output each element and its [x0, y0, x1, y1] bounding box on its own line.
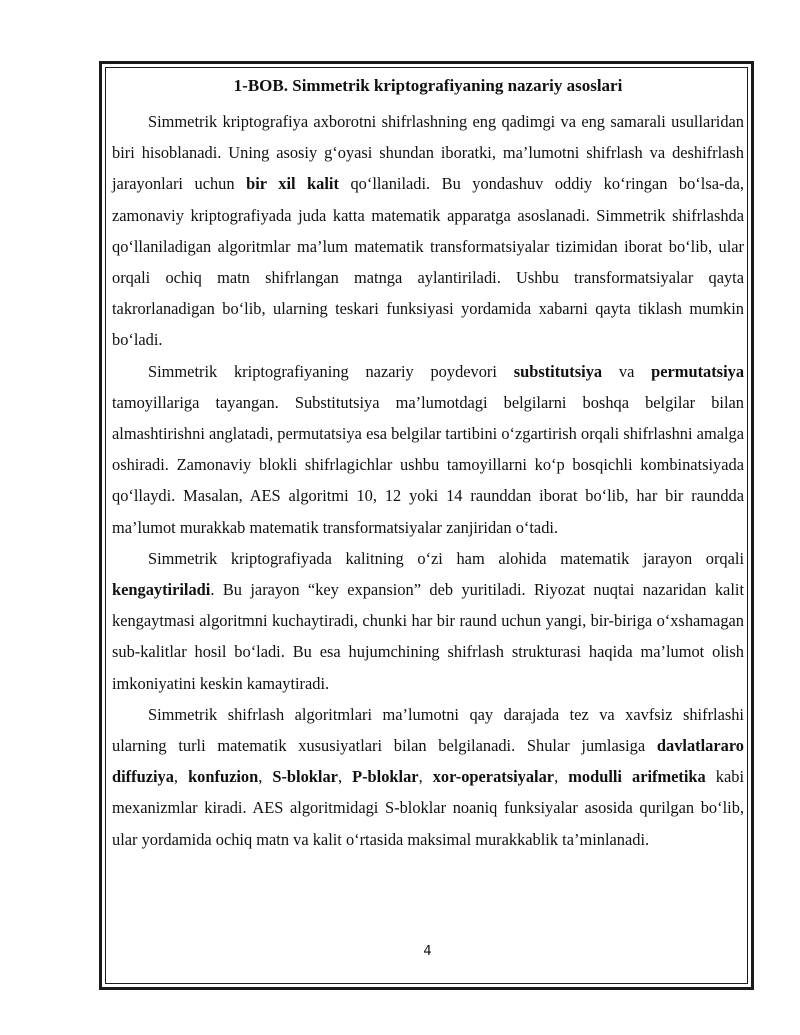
text-segment: . Bu jarayon “key expansion” deb yuritiladi. Riyozat nuqtai nazaridan kalit kengaytmasi algoritmni kuchaytiradi, chunki har bir raund uchun yangi, bir-biriga o‘xshamagan sub-kalitlar hosil bo‘ladi. Bu esa hujumchining shifrlash strukturasi haqida ma’lumot olish imkoniyatini keskin kamaytiradi.: [112, 580, 744, 693]
paragraph-1: [112, 106, 744, 356]
text-segment: kabi mexanizmlar kiradi. AES algoritmidagi S-bloklar noaniq funksiyalar asosida qurilgan bo‘lib, ular yordamida ochiq matn va kalit o‘rtasida maksimal murakkablik ta’minlanadi.: [112, 767, 745, 849]
paragraph-3: [112, 543, 744, 699]
paragraph-4: [112, 699, 744, 855]
bold-term: permutatsiya: [651, 361, 745, 381]
bold-term: substitutsiya: [513, 361, 603, 381]
bold-term: xor-operatsiyalar: [432, 767, 555, 787]
text-segment: ,: [337, 767, 353, 787]
text-segment: tamoyillariga tayangan. Substitutsiya ma’lumotdagi belgilarni boshqa belgilar bilan almashtirishni anglatadi, permutatsiya esa belgilar tartibini o‘zgartirish orqali shifrlashni amalga oshiradi. Zamonaviy blokli shifrlagichlar ushbu tamoyillarni ko‘p bosqichli kombinatsiyada qo‘llaydi. Masalan, AES algoritmi 10, 12 yoki 14 raunddan iborat bo‘lib, har bir raundda ma’lumot murakkab matematik transformatsiyalar zanjiridan o‘tadi.: [112, 392, 744, 537]
text-segment: ,: [173, 767, 189, 787]
text-segment: Simmetrik kriptografiya axborotni shifrlashning eng qadimgi va eng samarali usullaridan biri hisoblanadi. Uning asosiy g‘oyasi shundan iboratki, ma’lumotni shifrlash va deshifrlash jarayonlari uchun: [112, 112, 744, 194]
text-segment: Simmetrik kriptografiyada kalitning o‘zi ham alohida matematik jarayon orqali: [148, 548, 744, 568]
bold-term: davlatlararo diffuziya: [112, 736, 744, 787]
page-content: [112, 72, 744, 855]
bold-term: konfuzion: [188, 767, 259, 787]
page-number: 4: [423, 944, 432, 959]
paragraph-2: [112, 356, 744, 543]
text-segment: ,: [554, 767, 569, 787]
text-segment: va: [602, 361, 652, 381]
text-segment: Simmetrik shifrlash algoritmlari ma’lumotni qay darajada tez va xavfsiz shifrlashi ularning turli matematik xususiyatlari bilan belgilanadi. Shular jumlasiga: [112, 704, 744, 756]
text-segment: ,: [258, 767, 273, 787]
bold-term: bir xil kalit: [246, 174, 339, 194]
text-segment: ,: [418, 767, 433, 787]
bold-term: modulli arifmetika: [568, 767, 706, 787]
bold-term: kengaytiriladi: [112, 580, 211, 600]
bold-term: S-bloklar: [272, 767, 338, 787]
text-segment: Simmetrik kriptografiyaning nazariy poydevori: [148, 361, 514, 381]
chapter-title: 1-BOB. Simmetrik kriptografiyaning nazariy asoslari: [233, 76, 623, 95]
text-segment: qo‘llaniladi. Bu yondashuv oddiy ko‘ringan bo‘lsa-da, zamonaviy kriptografiyada juda katta matematik apparatga asoslanadi. Simmetrik shifrlashda qo‘llaniladigan algoritmlar ma’lum matematik transformatsiyalar tizimidan iborat bo‘lib, ular orqali ochiq matn shifrlangan matnga aylantiriladi. Ushbu transformatsiyalar qayta takrorlanadigan bo‘lib, ularning teskari funksiyasi yordamida xabarni qayta tiklash mumkin bo‘ladi.: [112, 174, 744, 350]
bold-term: P-bloklar: [352, 767, 419, 787]
